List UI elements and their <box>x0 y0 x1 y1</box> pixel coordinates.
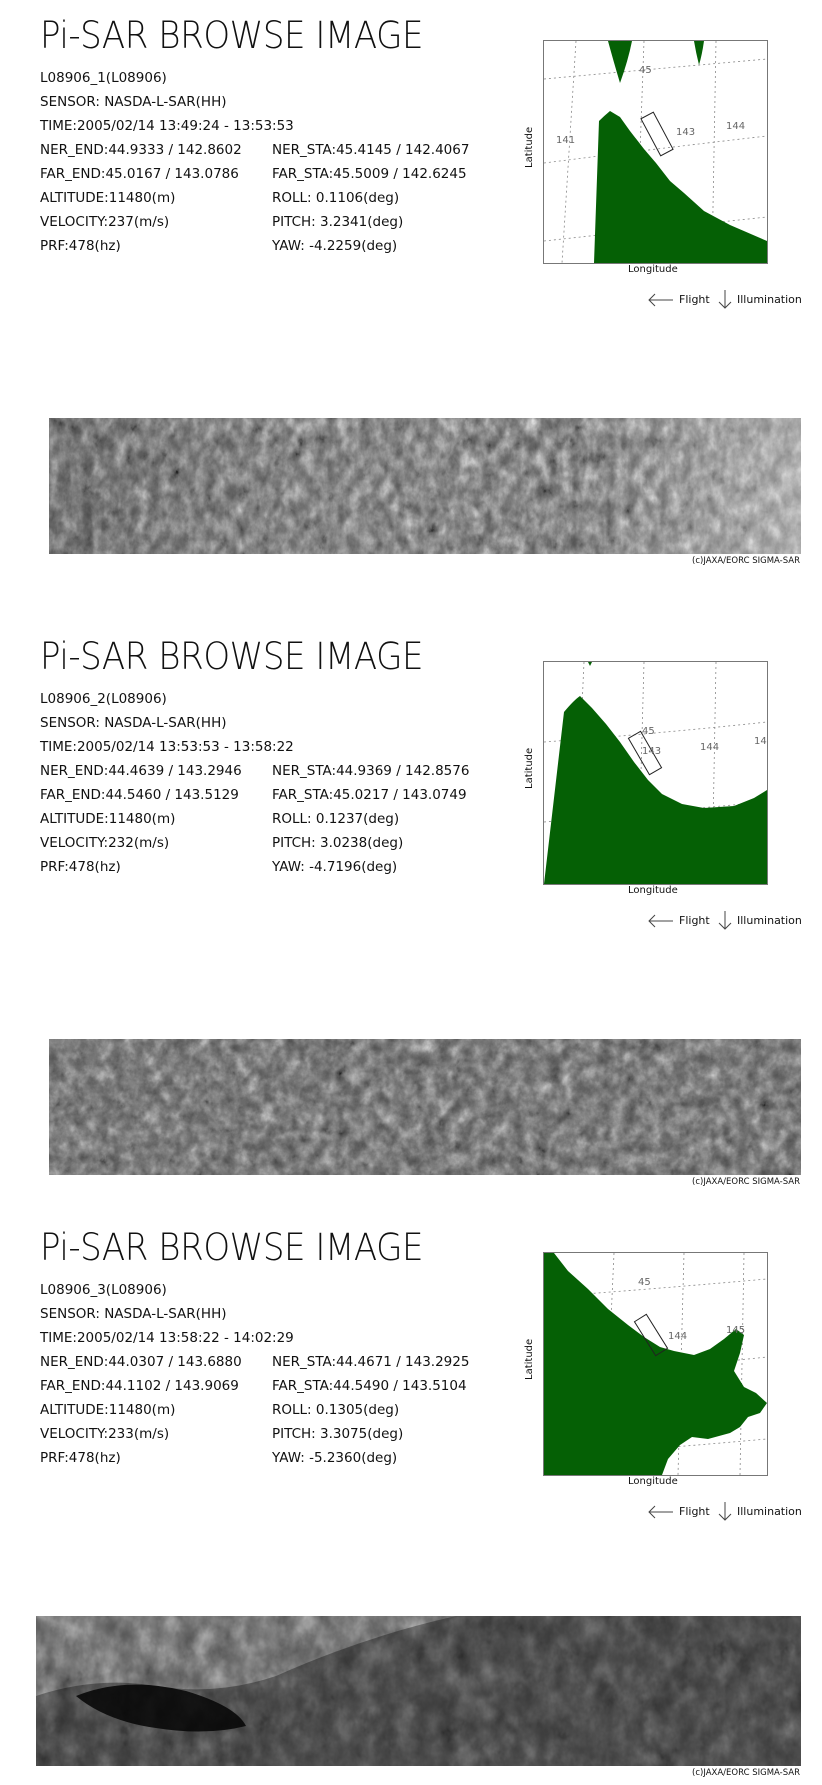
time-text: TIME:2005/02/14 13:49:24 - 13:53:53 <box>40 118 294 134</box>
illumination-label: Illumination <box>737 293 802 306</box>
sensor-text: SENSOR: NASDA-L-SAR(HH) <box>40 94 227 110</box>
illumination-arrow-icon <box>717 909 733 931</box>
scene-id: L08906_3(L08906) <box>40 1282 167 1298</box>
land-mass <box>588 662 592 666</box>
velocity-text: VELOCITY:232(m/s) <box>40 835 170 851</box>
flight-label: Flight <box>679 293 710 306</box>
flight-arrow-icon <box>645 911 675 931</box>
credit-text: (c)JAXA/EORC SIGMA-SAR <box>692 1177 800 1187</box>
roll-text: ROLL: 0.1305(deg) <box>272 1402 400 1418</box>
velocity-text: VELOCITY:233(m/s) <box>40 1426 170 1442</box>
prf-text: PRF:478(hz) <box>40 1450 121 1466</box>
illumination-label: Illumination <box>737 914 802 927</box>
credit-text: (c)JAXA/EORC SIGMA-SAR <box>692 1768 800 1778</box>
scene-info-left <box>40 66 294 258</box>
location-map <box>543 661 768 885</box>
far-end-text: FAR_END:44.5460 / 143.5129 <box>40 787 239 803</box>
roll-text: ROLL: 0.1106(deg) <box>272 190 400 206</box>
grid-label: 45 <box>642 726 655 737</box>
longitude-axis-label: Longitude <box>628 885 678 896</box>
flight-label: Flight <box>679 1505 710 1518</box>
sar-strip-image <box>49 418 801 554</box>
roll-text: ROLL: 0.1237(deg) <box>272 811 400 827</box>
swath-box <box>641 112 673 156</box>
grid-label: 143 <box>642 746 662 757</box>
illumination-arrow-icon <box>717 1500 733 1522</box>
far-end-text: FAR_END:45.0167 / 143.0786 <box>40 166 239 182</box>
page-title: Pi-SAR BROWSE IMAGE <box>40 14 424 57</box>
pitch-text: PITCH: 3.0238(deg) <box>272 835 404 851</box>
page-title: Pi-SAR BROWSE IMAGE <box>40 1226 424 1269</box>
altitude-text: ALTITUDE:11480(m) <box>40 811 176 827</box>
scene-info-right <box>272 759 469 879</box>
flight-label: Flight <box>679 914 710 927</box>
time-text: TIME:2005/02/14 13:53:53 - 13:58:22 <box>40 739 294 755</box>
scene-info-right <box>272 138 469 258</box>
grid-label: 141 <box>556 135 576 146</box>
latitude-axis-label: Latitude <box>524 747 535 789</box>
scene-info-right <box>272 1350 469 1470</box>
ner-sta-text: NER_STA:44.9369 / 142.8576 <box>272 763 470 779</box>
far-sta-text: FAR_STA:45.5009 / 142.6245 <box>272 166 467 182</box>
grid-label: 144 <box>726 121 746 132</box>
flight-arrow-icon <box>645 290 675 310</box>
pitch-text: PITCH: 3.2341(deg) <box>272 214 404 230</box>
scene-id: L08906_2(L08906) <box>40 691 167 707</box>
grid-label: 45 <box>638 1277 651 1288</box>
ner-sta-text: NER_STA:45.4145 / 142.4067 <box>272 142 470 158</box>
land-mass <box>694 41 704 65</box>
sensor-text: SENSOR: NASDA-L-SAR(HH) <box>40 1306 227 1322</box>
latitude-axis-label: Latitude <box>524 126 535 168</box>
illumination-label: Illumination <box>737 1505 802 1518</box>
sar-strip-image <box>36 1616 801 1766</box>
velocity-text: VELOCITY:237(m/s) <box>40 214 170 230</box>
flight-legend <box>645 911 815 933</box>
illumination-arrow-icon <box>717 288 733 310</box>
grid-label: 45 <box>639 65 652 76</box>
pitch-text: PITCH: 3.3075(deg) <box>272 1426 404 1442</box>
ner-sta-text: NER_STA:44.4671 / 143.2925 <box>272 1354 470 1370</box>
longitude-axis-label: Longitude <box>628 1476 678 1487</box>
latitude-axis-label: Latitude <box>524 1338 535 1380</box>
land-mass <box>608 41 632 83</box>
longitude-axis-label: Longitude <box>628 264 678 275</box>
far-sta-text: FAR_STA:45.0217 / 143.0749 <box>272 787 467 803</box>
sensor-text: SENSOR: NASDA-L-SAR(HH) <box>40 715 227 731</box>
ner-end-text: NER_END:44.9333 / 142.8602 <box>40 142 242 158</box>
grid-label: 144 <box>700 742 720 753</box>
scene-info-left <box>40 687 294 879</box>
scene-id: L08906_1(L08906) <box>40 70 167 86</box>
prf-text: PRF:478(hz) <box>40 238 121 254</box>
land-mass <box>544 696 767 884</box>
flight-legend <box>645 290 815 312</box>
yaw-text: YAW: -4.7196(deg) <box>272 859 398 875</box>
location-map <box>543 40 768 264</box>
yaw-text: YAW: -4.2259(deg) <box>272 238 398 254</box>
altitude-text: ALTITUDE:11480(m) <box>40 190 176 206</box>
ner-end-text: NER_END:44.4639 / 143.2946 <box>40 763 242 779</box>
page-title: Pi-SAR BROWSE IMAGE <box>40 635 424 678</box>
flight-arrow-icon <box>645 1502 675 1522</box>
grid-label: 144 <box>668 1331 688 1342</box>
grid-label: 14 <box>754 736 767 747</box>
time-text: TIME:2005/02/14 13:58:22 - 14:02:29 <box>40 1330 294 1346</box>
ner-end-text: NER_END:44.0307 / 143.6880 <box>40 1354 242 1370</box>
credit-text: (c)JAXA/EORC SIGMA-SAR <box>692 556 800 566</box>
scene-info-left <box>40 1278 294 1470</box>
flight-legend <box>645 1502 815 1524</box>
location-map <box>543 1252 768 1476</box>
grid-label: 145 <box>726 1325 746 1336</box>
far-end-text: FAR_END:44.1102 / 143.9069 <box>40 1378 239 1394</box>
far-sta-text: FAR_STA:44.5490 / 143.5104 <box>272 1378 467 1394</box>
yaw-text: YAW: -5.2360(deg) <box>272 1450 398 1466</box>
prf-text: PRF:478(hz) <box>40 859 121 875</box>
grid-label: 143 <box>676 127 696 138</box>
sar-strip-image <box>49 1039 801 1175</box>
altitude-text: ALTITUDE:11480(m) <box>40 1402 176 1418</box>
